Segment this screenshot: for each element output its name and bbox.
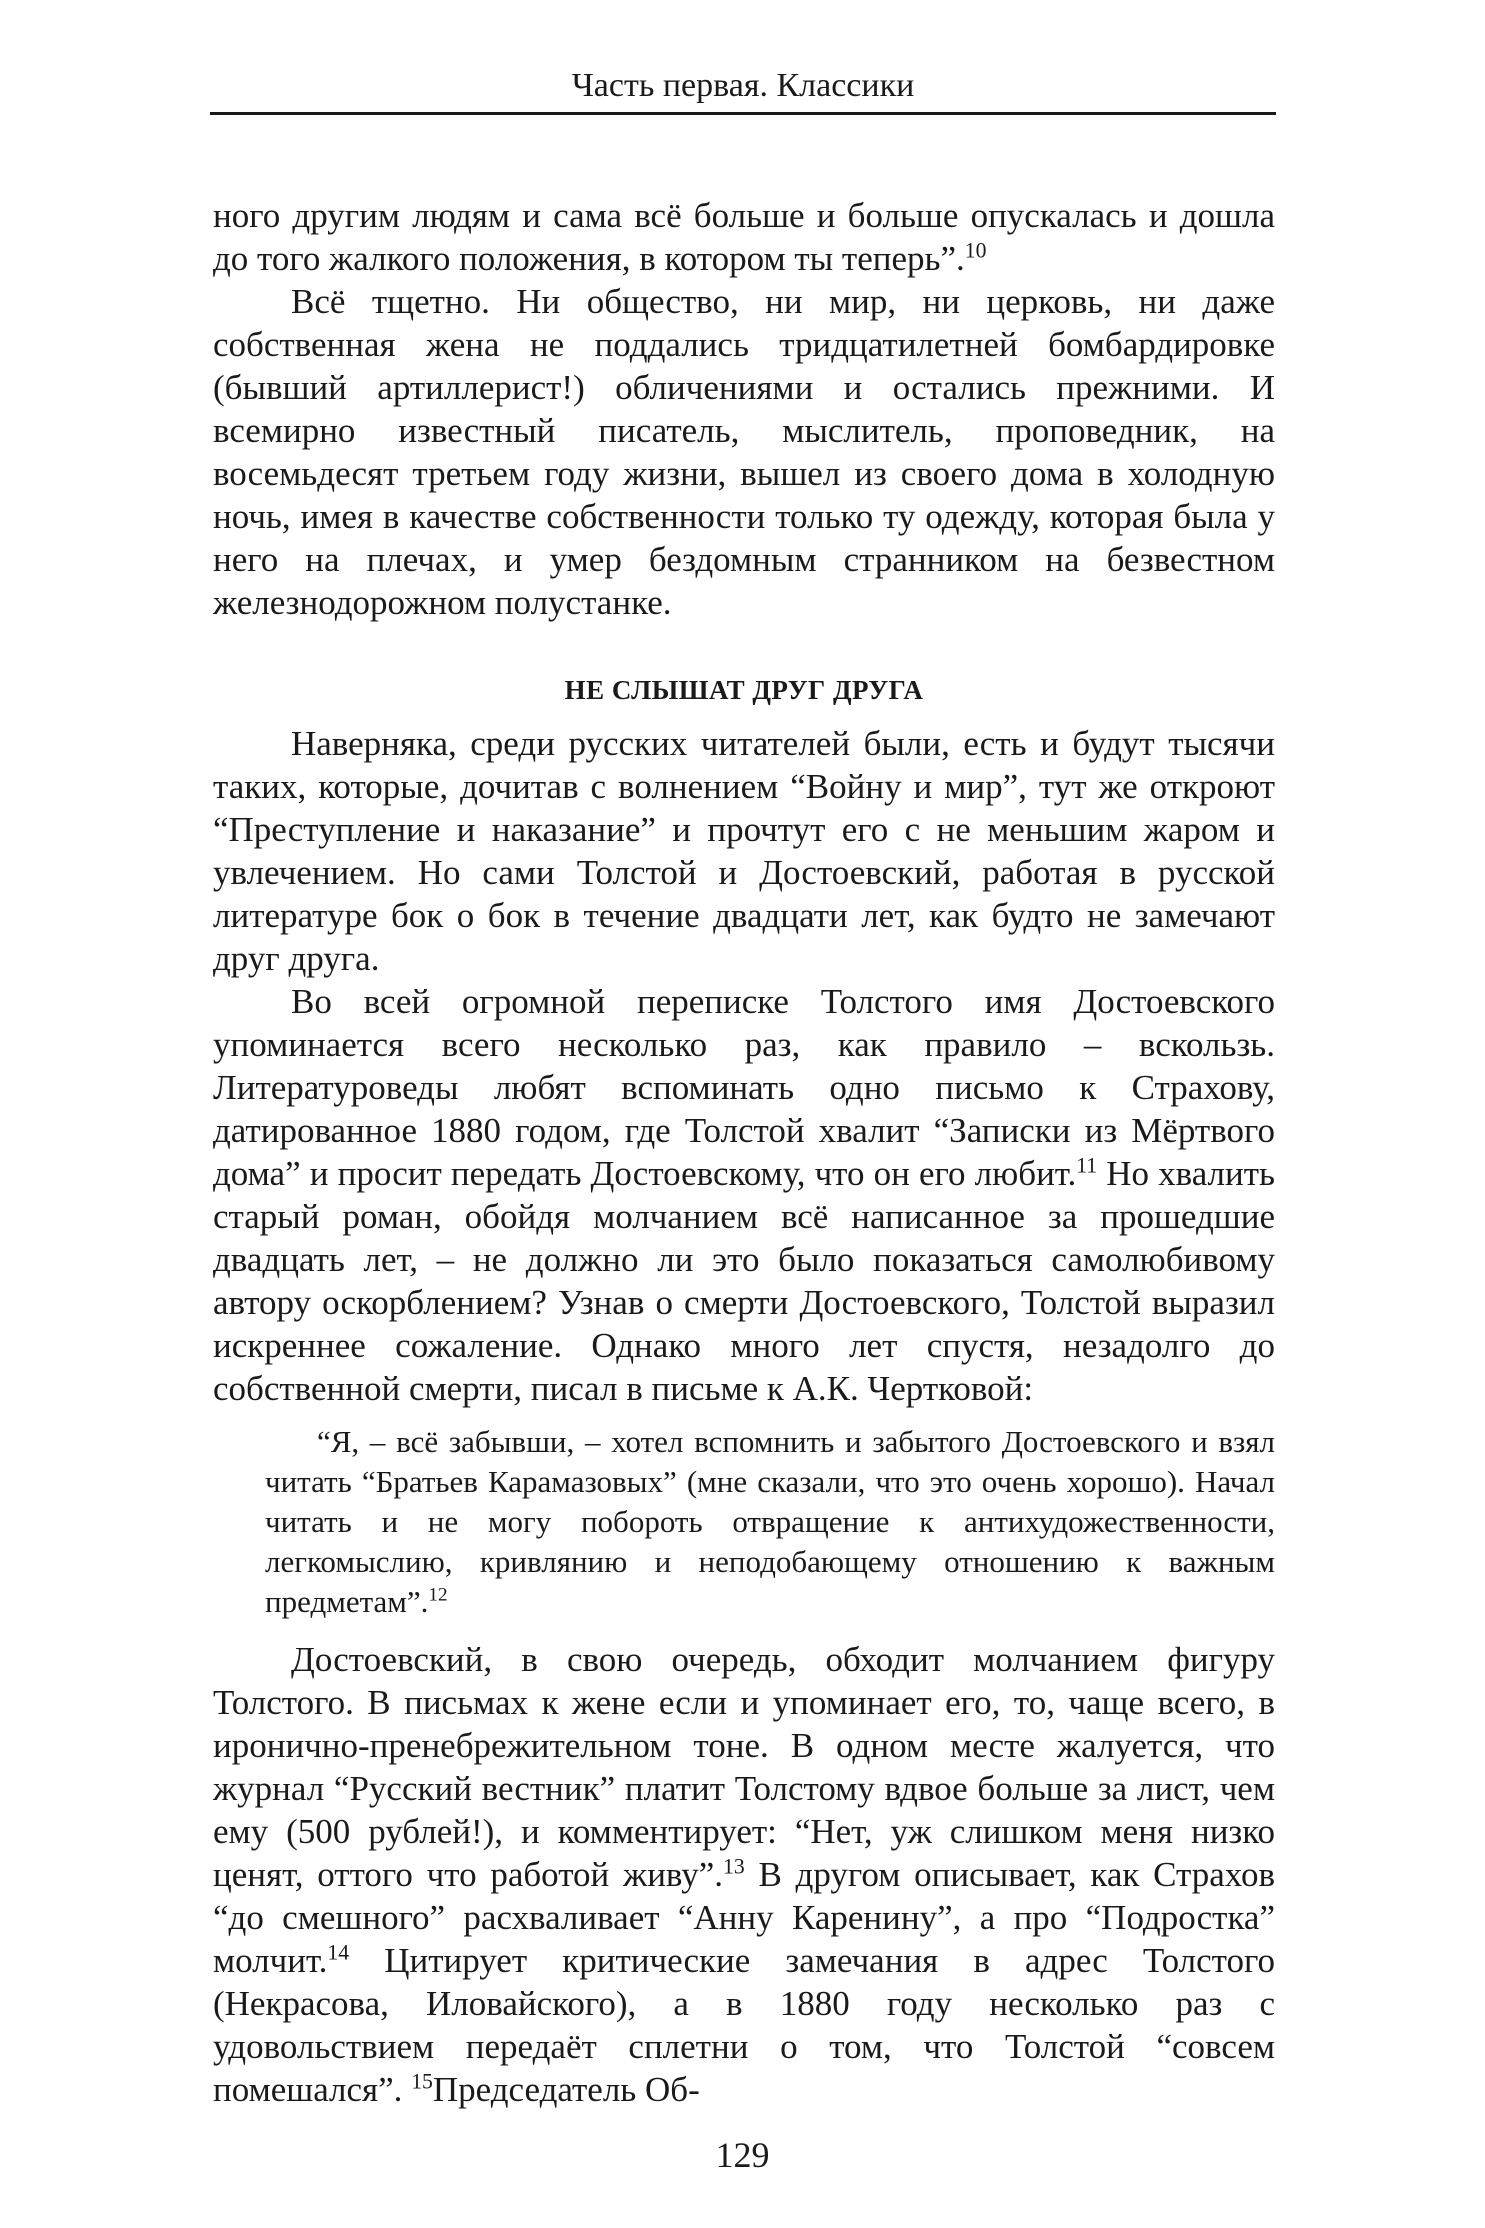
- paragraph: [213, 722, 1275, 980]
- paragraph: [213, 1638, 1275, 2111]
- paragraph-text: Достоевский, в свою очередь, обходит молчанием фигуру Толстого. В письмах к жене если и упоминает его, то, чаще всего, в иронично-пренебрежительном тоне. В одном месте жалуется, что журнал “Русский вестник” платит Толстому вдвое больше за лист, чем ему (500 рублей!), и комментирует: “Нет, уж слишком меня низко ценят, оттого что работой живу”.: [213, 1640, 1275, 1894]
- paragraph-text: Председатель Об-: [432, 2070, 700, 2109]
- footnote-ref-14[interactable]: 14: [327, 1940, 350, 1965]
- paragraph-text: Всё тщетно. Ни общество, ни мир, ни церковь, ни даже собственная жена не поддались тридцатилетней бомбардировке (бывший артиллерист!) обличениями и остались прежними. И всемирно известный писатель, мыслитель, проповедник, на восемьдесят третьем году жизни, вышел из своего дома в холодную ночь, имея в качестве собственности только ту одежду, которая была у него на плечах, и умер бездомным странником на безвестном железнодорожном полустанке.: [213, 282, 1275, 622]
- section-title: НЕ СЛЫШАТ ДРУГ ДРУГА: [564, 675, 924, 705]
- footnote-ref-15[interactable]: 15: [411, 2069, 433, 2094]
- block-quote: [265, 1422, 1275, 1622]
- running-head: Часть первая. Классики: [571, 67, 915, 104]
- paragraph: [213, 280, 1275, 624]
- footnote-ref-11[interactable]: 11: [1076, 1153, 1098, 1178]
- header-rule: [210, 112, 1276, 115]
- paragraph-continued: [213, 194, 1275, 280]
- paragraph-text: Но хвалить старый роман, обойдя молчанием всё написанное за прошедшие двадцать лет, – не должно ли это было показаться самолюбивому автору оскорблением? Узнав о смерти Достоевского, Толстой выразил искреннее сожаление. Однако много лет спустя, незадолго до собственной смерти, писал в письме к А.К. Чертковой:: [213, 1154, 1276, 1408]
- footnote-ref-12[interactable]: 12: [428, 1584, 448, 1606]
- quote-body: “Я, – всё забывши, – хотел вспомнить и забытого Достоевского и взял читать “Братьев Карамазовых” (мне сказали, что это очень хорошо). Начал читать и не могу побороть отвращение к антихудожественности, легкомыслию, кривлянию и неподобающему отношению к важным предметам”.: [265, 1424, 1275, 1619]
- paragraph: [213, 980, 1275, 1410]
- paragraph-text: Цитирует критические замечания в адрес Толстого (Некрасова, Иловайского), а в 1880 году несколько раз с удовольствием передаёт сплетни о том, что Толстой “совсем помешался”.: [213, 1941, 1275, 2109]
- page-body: [213, 194, 1275, 2111]
- footnote-ref-13[interactable]: 13: [723, 1854, 745, 1879]
- paragraph-text: В другом описывает, как Страхов “до смешного” расхваливает “Анну Каренину”, а про “Подростка” молчит.: [213, 1855, 1276, 1980]
- paragraph-text: Во всей огромной переписке Толстого имя Достоевского упоминается всего несколько раз, как правило – вскользь. Литературоведы любят вспоминать одно письмо к Страхову, датированное 1880 годом, где Толстой хвалит “Записки из Мёртвого дома” и просит передать Достоевскому, что он его любит.: [213, 982, 1275, 1193]
- paragraph-text: Наверняка, среди русских читателей были, есть и будут тысячи таких, которые, дочитав с волнением “Войну и мир”, тут же откроют “Преступление и наказание” и прочтут его с не меньшим жаром и увлечением. Но сами Толстой и Достоевский, работая в русской литературе бок о бок в течение двадцати лет, как будто не замечают друг друга.: [213, 724, 1275, 978]
- paragraph-text: ного другим людям и сама всё больше и больше опускалась и дошла до того жалкого положения, в котором ты теперь”.: [213, 196, 1275, 278]
- page-number: 129: [715, 2135, 770, 2175]
- quote-text: [265, 1422, 1275, 1622]
- footnote-ref-10[interactable]: 10: [964, 238, 987, 263]
